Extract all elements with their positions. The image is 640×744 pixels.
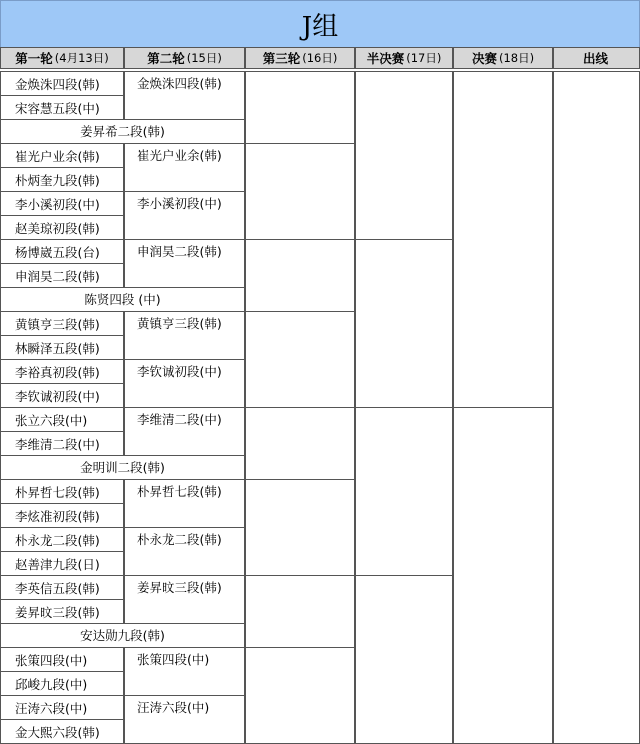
advancer-cell: 崔光户业余(韩)	[124, 143, 245, 192]
round3-slot	[245, 575, 355, 648]
player-cell: 赵善津九段(日)	[0, 551, 124, 576]
player-cell: 汪涛六段(中)	[0, 695, 124, 720]
player-cell: 邱峻九段(中)	[0, 671, 124, 696]
player-cell: 宋容慧五段(中)	[0, 95, 124, 120]
round-header-4	[355, 47, 453, 69]
player-cell: 李小溪初段(中)	[0, 191, 124, 216]
advancer-cell: 李钦诚初段(中)	[124, 359, 245, 408]
round-header-5	[453, 47, 553, 69]
advancer-cell: 张策四段(中)	[124, 647, 245, 696]
round-header-label: 第一轮	[15, 51, 53, 66]
round-header-6	[553, 47, 640, 69]
advancer-cell: 姜昇旼三段(韩)	[124, 575, 245, 624]
advancer-cell: 朴昇哲七段(韩)	[124, 479, 245, 528]
round-header-date: (16日)	[302, 51, 338, 65]
round-header-label: 决赛	[471, 51, 497, 66]
round-header-date: (15日)	[186, 51, 222, 65]
player-cell: 金焕洙四段(韩)	[0, 71, 124, 96]
round-header-label: 半决赛	[366, 51, 405, 66]
semifinal-slot	[355, 575, 453, 744]
player-cell: 朴永龙二段(韩)	[0, 527, 124, 552]
round3-slot	[245, 479, 355, 576]
advancer-cell: 金焕洙四段(韩)	[124, 71, 245, 120]
semifinal-slot	[355, 71, 453, 240]
player-cell: 金大熙六段(韩)	[0, 719, 124, 744]
round-header-date: (17日)	[406, 51, 442, 65]
round-header-date: (4月13日)	[54, 51, 109, 65]
player-cell: 姜昇旼三段(韩)	[0, 599, 124, 624]
round3-slot	[245, 143, 355, 240]
player-cell: 黄镇亨三段(韩)	[0, 311, 124, 336]
round-header-1	[0, 47, 124, 69]
player-cell: 李裕真初段(韩)	[0, 359, 124, 384]
round-header-date: (18日)	[498, 51, 535, 65]
round3-slot	[245, 407, 355, 480]
advancer-cell: 黄镇亨三段(韩)	[124, 311, 245, 360]
player-cell: 李维清二段(中)	[0, 431, 124, 456]
player-cell: 张立六段(中)	[0, 407, 124, 432]
bye-cell: 陈贤四段 (中)	[0, 287, 245, 312]
advancer-cell: 汪涛六段(中)	[124, 695, 245, 744]
player-cell: 李英信五段(韩)	[0, 575, 124, 600]
advancer-cell: 李维清二段(中)	[124, 407, 245, 456]
player-cell: 张策四段(中)	[0, 647, 124, 672]
round-header-label: 出线	[582, 51, 608, 66]
semifinal-slot	[355, 239, 453, 408]
bye-cell: 姜昇希二段(韩)	[0, 119, 245, 144]
group-title: J组	[0, 0, 640, 48]
advancer-cell: 申润昊二段(韩)	[124, 239, 245, 288]
round3-slot	[245, 71, 355, 144]
round3-slot	[245, 647, 355, 744]
player-cell: 林瞬泽五段(韩)	[0, 335, 124, 360]
semifinal-slot	[355, 407, 453, 576]
advancer-cell: 李小溪初段(中)	[124, 191, 245, 240]
round-header-3	[245, 47, 355, 69]
player-cell: 朴昇哲七段(韩)	[0, 479, 124, 504]
advancer-cell: 朴永龙二段(韩)	[124, 527, 245, 576]
qualifier-slot	[553, 71, 640, 744]
player-cell: 杨博崴五段(台)	[0, 239, 124, 264]
round-header-label: 第三轮	[262, 51, 301, 66]
player-cell: 李炫准初段(韩)	[0, 503, 124, 528]
player-cell: 赵美琼初段(韩)	[0, 215, 124, 240]
final-slot	[453, 407, 553, 744]
round3-slot	[245, 239, 355, 312]
player-cell: 崔光户业余(韩)	[0, 143, 124, 168]
final-slot	[453, 71, 553, 408]
bye-cell: 安达勋九段(韩)	[0, 623, 245, 648]
player-cell: 李钦诚初段(中)	[0, 383, 124, 408]
round3-slot	[245, 311, 355, 408]
round-header-label: 第二轮	[147, 51, 185, 66]
bye-cell: 金明训二段(韩)	[0, 455, 245, 480]
player-cell: 朴炳奎九段(韩)	[0, 167, 124, 192]
player-cell: 申润昊二段(韩)	[0, 263, 124, 288]
round-header-2	[124, 47, 245, 69]
